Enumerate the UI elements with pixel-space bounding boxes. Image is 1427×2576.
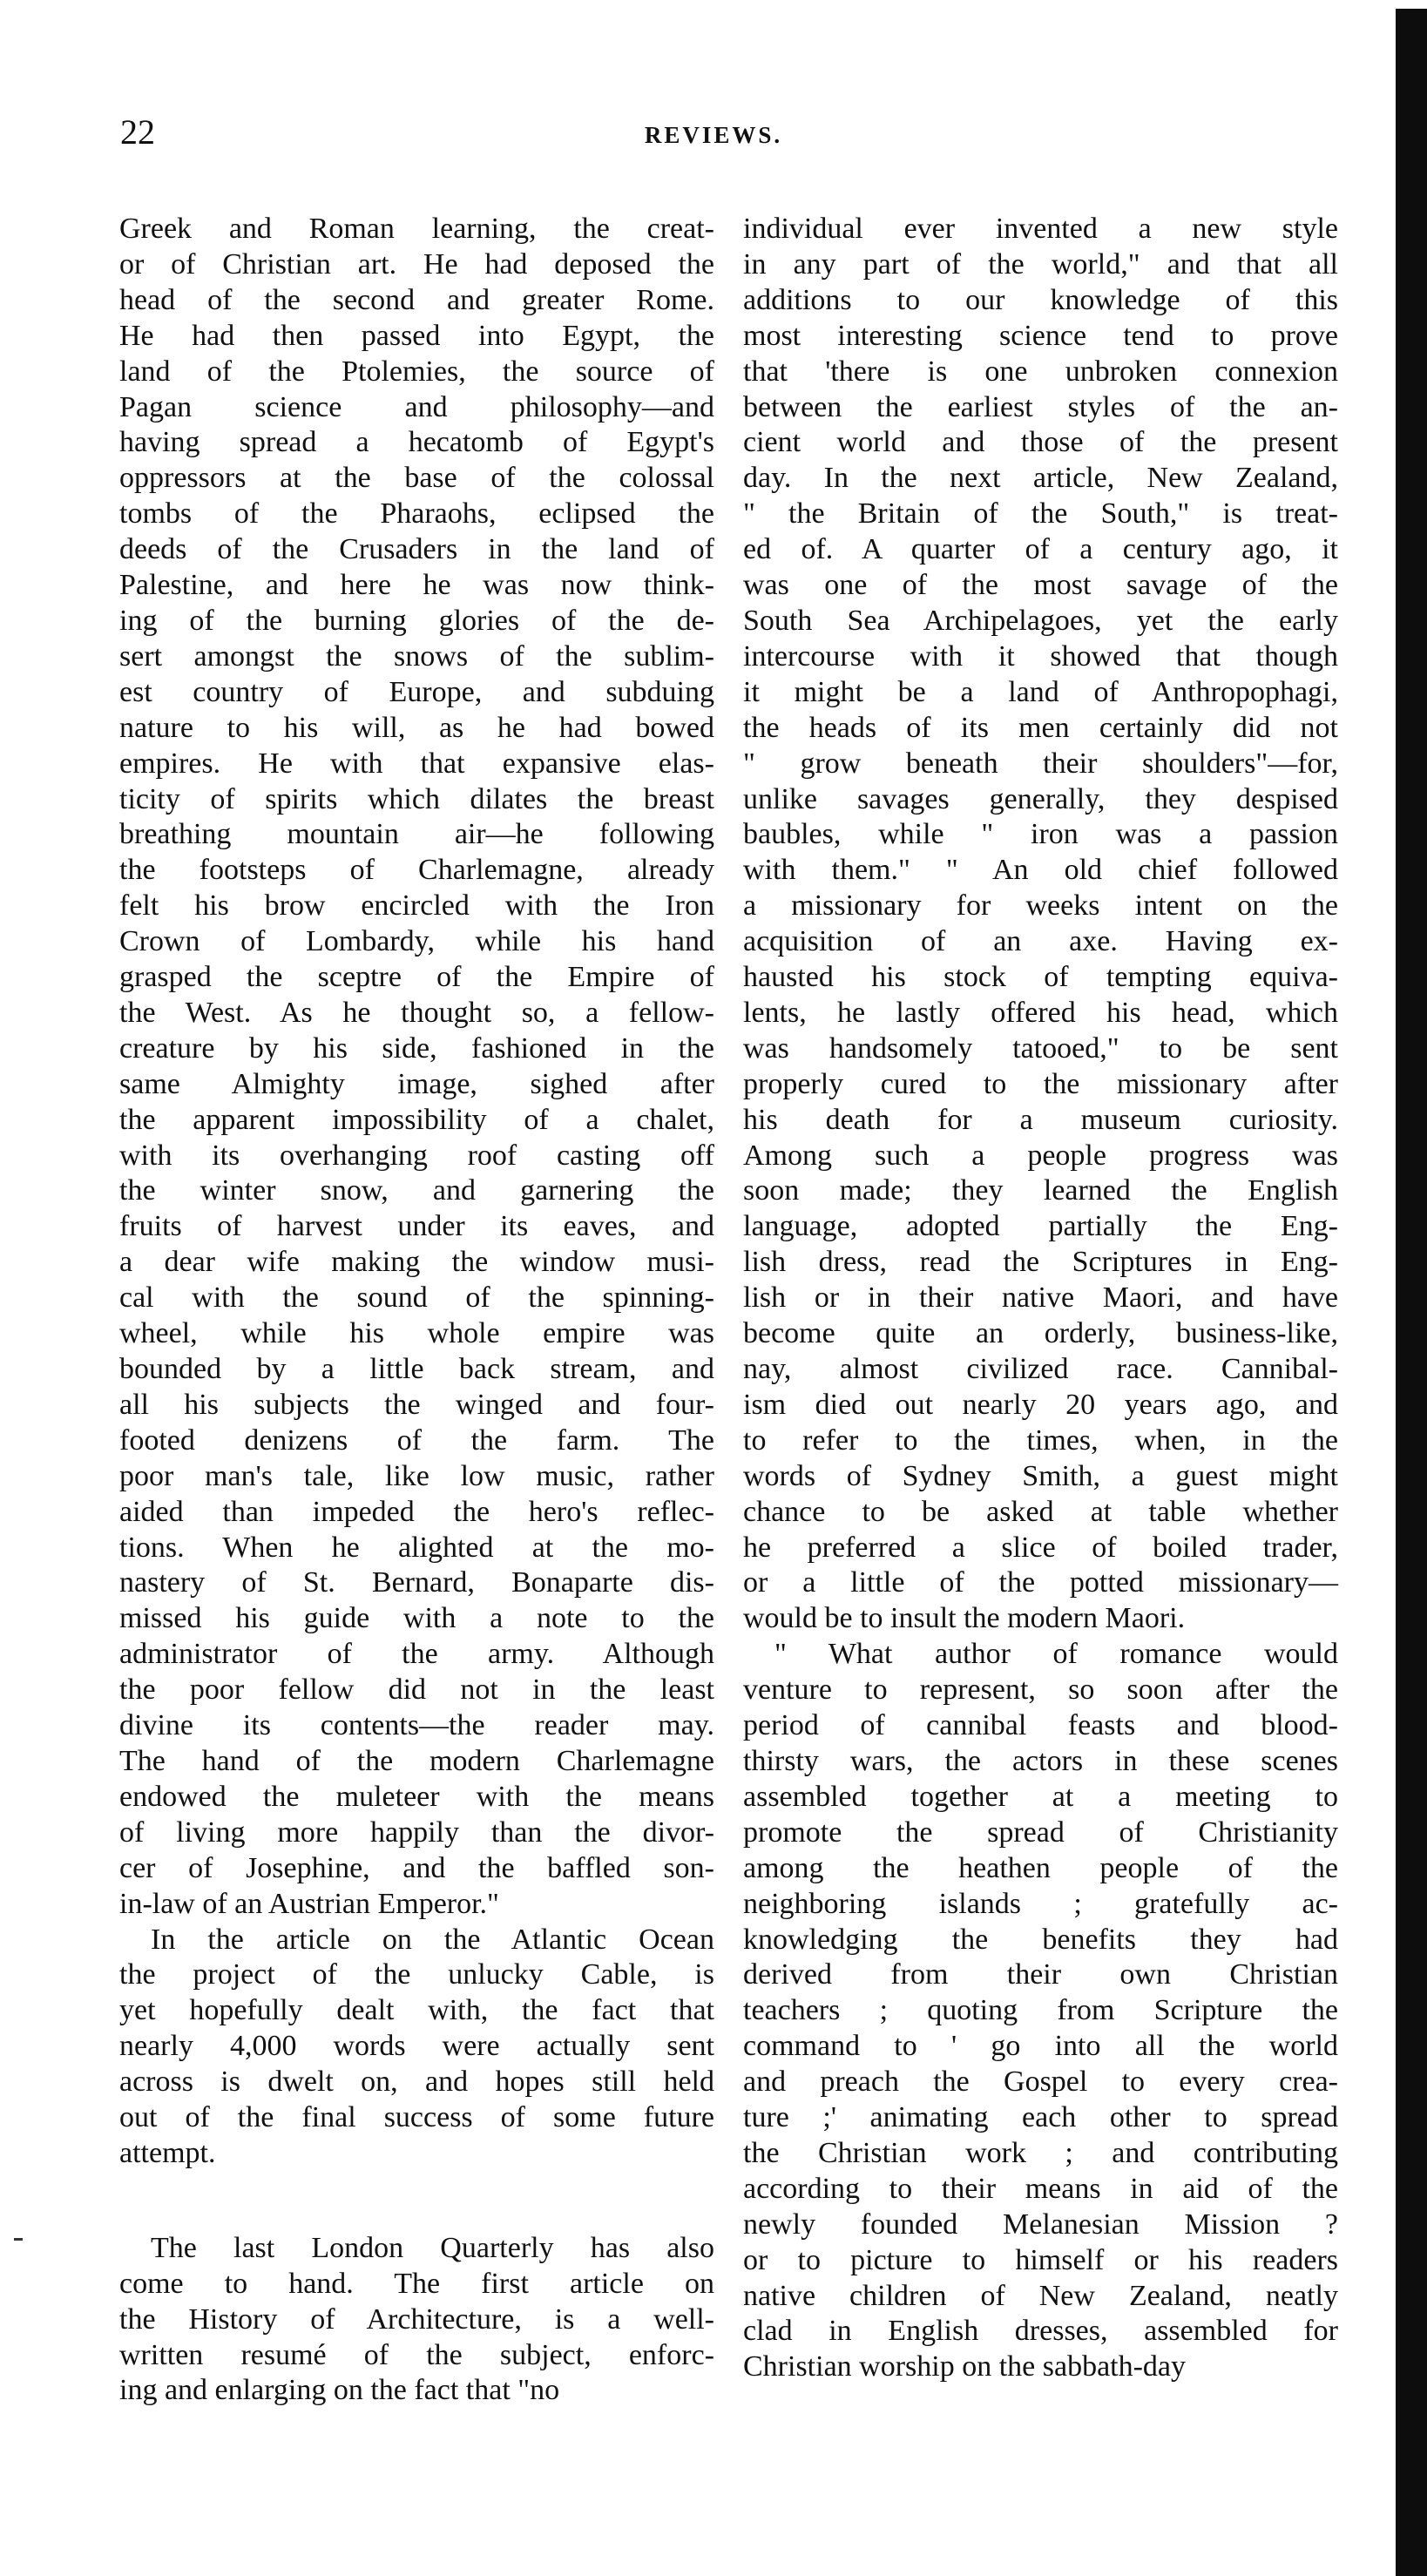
- text-line: yet hopefully dealt with, the fact that: [119, 1994, 714, 2027]
- text-line: venture to represent, so soon after the: [743, 1673, 1338, 1707]
- text-line: land of the Ptolemies, the source of: [119, 355, 714, 388]
- running-title: REVIEWS.: [644, 122, 783, 148]
- text-line: all his subjects the winged and four-: [119, 1388, 714, 1421]
- text-line: ing of the burning glories of the de-: [119, 604, 714, 637]
- text-line: nastery of St. Bernard, Bonaparte dis-: [119, 1566, 714, 1599]
- text-line: and preach the Gospel to every crea-: [743, 2066, 1338, 2099]
- text-line: missed his guide with a note to the: [119, 1602, 714, 1635]
- text-line: a missionary for weeks intent on the: [743, 889, 1338, 923]
- text-line: nay, almost civilized race. Cannibal-: [743, 1353, 1338, 1385]
- text-line: in any part of the world," and that all: [743, 247, 1338, 281]
- text-line: Christian worship on the sabbath-day: [743, 2350, 1187, 2383]
- text-line: cal with the sound of the spinning-: [119, 1281, 714, 1315]
- text-line: hausted his stock of tempting equiva-: [743, 961, 1338, 994]
- text-line: the heads of its men certainly did not: [743, 711, 1338, 744]
- text-line: empires. He with that expansive elas-: [119, 747, 714, 780]
- text-line: written resumé of the subject, enforc-: [119, 2338, 714, 2371]
- text-line: neighboring islands ; gratefully ac-: [743, 1887, 1338, 1920]
- text-line: was one of the most savage of the: [743, 569, 1338, 602]
- text-line: Pagan science and philosophy—and: [119, 390, 714, 423]
- text-line: native children of New Zealand, neatly: [743, 2279, 1338, 2312]
- text-line: with its overhanging roof casting off: [119, 1139, 714, 1172]
- paragraph: [743, 1637, 1338, 2385]
- text-line: clad in English dresses, assembled for: [743, 2315, 1338, 2348]
- text-line: footed denizens of the farm. The: [119, 1423, 714, 1457]
- text-line: Greek and Roman learning, the creat-: [119, 213, 714, 245]
- text-line: attempt.: [119, 2136, 216, 2169]
- paragraph: [119, 212, 714, 1923]
- text-line: or a little of the potted missionary—: [743, 1566, 1338, 1599]
- text-line: a dear wife making the window musi-: [119, 1246, 714, 1279]
- text-line: words of Sydney Smith, a guest might: [743, 1459, 1338, 1492]
- text-line: wheel, while his whole empire was: [119, 1317, 714, 1350]
- text-line: cer of Josephine, and the baffled son-: [119, 1851, 714, 1884]
- text-line: ed of. A quarter of a century ago, it: [743, 533, 1338, 566]
- text-line: among the heathen people of the: [743, 1851, 1338, 1884]
- text-line: acquisition of an axe. Having ex-: [743, 925, 1338, 958]
- text-line: having spread a hecatomb of Egypt's: [119, 426, 714, 459]
- text-line: day. In the next article, New Zealand,: [743, 462, 1338, 495]
- text-line: intercourse with it showed that though: [743, 639, 1338, 673]
- text-line: divine its contents—the reader may.: [119, 1709, 714, 1742]
- text-line: same Almighty image, sighed after: [119, 1067, 714, 1100]
- text-line: deeds of the Crusaders in the land of: [119, 533, 714, 566]
- text-line: the winter snow, and garnering the: [119, 1174, 714, 1207]
- text-line: of living more happily than the divor-: [119, 1815, 714, 1849]
- text-line: tions. When he alighted at the mo-: [119, 1531, 714, 1564]
- scan-edge-bar: [1396, 9, 1427, 2576]
- text-line: the apparent impossibility of a chalet,: [119, 1103, 714, 1136]
- text-line: poor man's tale, like low music, rather: [119, 1459, 714, 1492]
- text-line: the footsteps of Charlemagne, already: [119, 854, 714, 887]
- text-line: properly cured to the missionary after: [743, 1067, 1338, 1100]
- text-line: The last London Quarterly has also: [151, 2231, 714, 2264]
- text-line: language, adopted partially the Eng-: [743, 1210, 1338, 1243]
- right-column: [743, 212, 1338, 2385]
- text-line: The hand of the modern Charlemagne: [119, 1744, 714, 1777]
- text-line: it might be a land of Anthropophagi,: [743, 675, 1338, 708]
- text-line: breathing mountain air—he following: [119, 818, 714, 851]
- text-line: unlike savages generally, they despised: [743, 782, 1338, 815]
- paragraph: [119, 1923, 714, 2172]
- text-line: endowed the muleteer with the means: [119, 1780, 714, 1813]
- paragraph: [119, 2231, 714, 2410]
- text-line: teachers ; quoting from Scripture the: [743, 1994, 1338, 2027]
- text-line: promote the spread of Christianity: [743, 1815, 1338, 1849]
- text-line: that 'there is one unbroken connexion: [743, 355, 1338, 388]
- text-line: " grow beneath their shoulders"—for,: [743, 747, 1338, 780]
- text-line: according to their means in aid of the: [743, 2172, 1338, 2205]
- text-line: was handsomely tatooed," to be sent: [743, 1031, 1338, 1065]
- text-line: aided than impeded the hero's reflec-: [119, 1495, 714, 1528]
- text-line: grasped the sceptre of the Empire of: [119, 961, 714, 994]
- text-line: the project of the unlucky Cable, is: [119, 1958, 714, 1991]
- text-line: his death for a museum curiosity.: [743, 1103, 1338, 1136]
- text-line: ing and enlarging on the fact that "no: [119, 2374, 560, 2407]
- text-line: nearly 4,000 words were actually sent: [119, 2030, 714, 2063]
- text-line: He had then passed into Egypt, the: [119, 319, 714, 352]
- text-line: creature by his side, fashioned in the: [119, 1031, 714, 1065]
- text-line: Among such a people progress was: [743, 1139, 1338, 1172]
- text-line: " the Britain of the South," is treat-: [743, 497, 1338, 531]
- text-line: become quite an orderly, business-like,: [743, 1317, 1338, 1350]
- text-line: across is dwelt on, and hopes still held: [119, 2066, 714, 2099]
- text-line: head of the second and greater Rome.: [119, 283, 714, 316]
- margin-mark: [14, 2238, 23, 2241]
- text-line: nature to his will, as he had bowed: [119, 711, 714, 744]
- text-line: cient world and those of the present: [743, 426, 1338, 459]
- text-line: derived from their own Christian: [743, 1958, 1338, 1991]
- text-line: South Sea Archipelagoes, yet the early: [743, 604, 1338, 637]
- text-line: fruits of harvest under its eaves, and: [119, 1210, 714, 1243]
- text-line: est country of Europe, and subduing: [119, 675, 714, 708]
- text-line: oppressors at the base of the colossal: [119, 462, 714, 495]
- text-line: " What author of romance would: [774, 1638, 1338, 1671]
- text-line: chance to be asked at table whether: [743, 1495, 1338, 1528]
- text-line: tombs of the Pharaohs, eclipsed the: [119, 497, 714, 531]
- text-line: the Christian work ; and contributing: [743, 2136, 1338, 2169]
- text-line: In the article on the Atlantic Ocean: [151, 1923, 714, 1956]
- text-line: to refer to the times, when, in the: [743, 1423, 1338, 1457]
- text-line: ticity of spirits which dilates the breast: [119, 782, 714, 815]
- text-line: bounded by a little back stream, and: [119, 1353, 714, 1385]
- text-line: knowledging the benefits they had: [743, 1923, 1338, 1956]
- text-line: lish or in their native Maori, and have: [743, 1281, 1338, 1315]
- text-line: come to hand. The first article on: [119, 2267, 714, 2300]
- text-line: individual ever invented a new style: [743, 213, 1338, 245]
- text-line: the poor fellow did not in the least: [119, 1673, 714, 1707]
- text-line: the West. As he thought so, a fellow-: [119, 996, 714, 1029]
- text-line: out of the final success of some future: [119, 2101, 714, 2134]
- text-line: the History of Architecture, is a well-: [119, 2302, 714, 2336]
- text-line: he preferred a slice of boiled trader,: [743, 1531, 1338, 1564]
- text-line: lish dress, read the Scriptures in Eng-: [743, 1246, 1338, 1279]
- text-line: sert amongst the snows of the sublim-: [119, 639, 714, 673]
- text-line: command to ' go into all the world: [743, 2030, 1338, 2063]
- text-line: ism died out nearly 20 years ago, and: [743, 1388, 1338, 1421]
- text-line: or of Christian art. He had deposed the: [119, 247, 714, 281]
- left-column: [119, 212, 714, 2409]
- text-line: or to picture to himself or his readers: [743, 2243, 1338, 2276]
- text-line: Palestine, and here he was now think-: [119, 569, 714, 602]
- text-line: felt his brow encircled with the Iron: [119, 889, 714, 923]
- text-line: period of cannibal feasts and blood-: [743, 1709, 1338, 1742]
- text-line: baubles, while " iron was a passion: [743, 818, 1338, 851]
- text-line: administrator of the army. Although: [119, 1638, 714, 1671]
- text-line: thirsty wars, the actors in these scenes: [743, 1744, 1338, 1777]
- text-line: Crown of Lombardy, while his hand: [119, 925, 714, 958]
- text-line: soon made; they learned the English: [743, 1174, 1338, 1207]
- paragraph: [743, 212, 1338, 1637]
- text-line: would be to insult the modern Maori.: [743, 1602, 1186, 1635]
- text-line: most interesting science tend to prove: [743, 319, 1338, 352]
- text-line: lents, he lastly offered his head, which: [743, 996, 1338, 1029]
- text-line: newly founded Melanesian Mission ?: [743, 2208, 1338, 2241]
- text-line: ture ;' animating each other to spread: [743, 2101, 1338, 2134]
- text-line: between the earliest styles of the an-: [743, 390, 1338, 423]
- text-line: additions to our knowledge of this: [743, 283, 1338, 316]
- page-number: 22: [120, 112, 155, 152]
- text-line: in-law of an Austrian Emperor.": [119, 1887, 499, 1920]
- text-line: with them." " An old chief followed: [743, 854, 1338, 887]
- text-line: assembled together at a meeting to: [743, 1780, 1338, 1813]
